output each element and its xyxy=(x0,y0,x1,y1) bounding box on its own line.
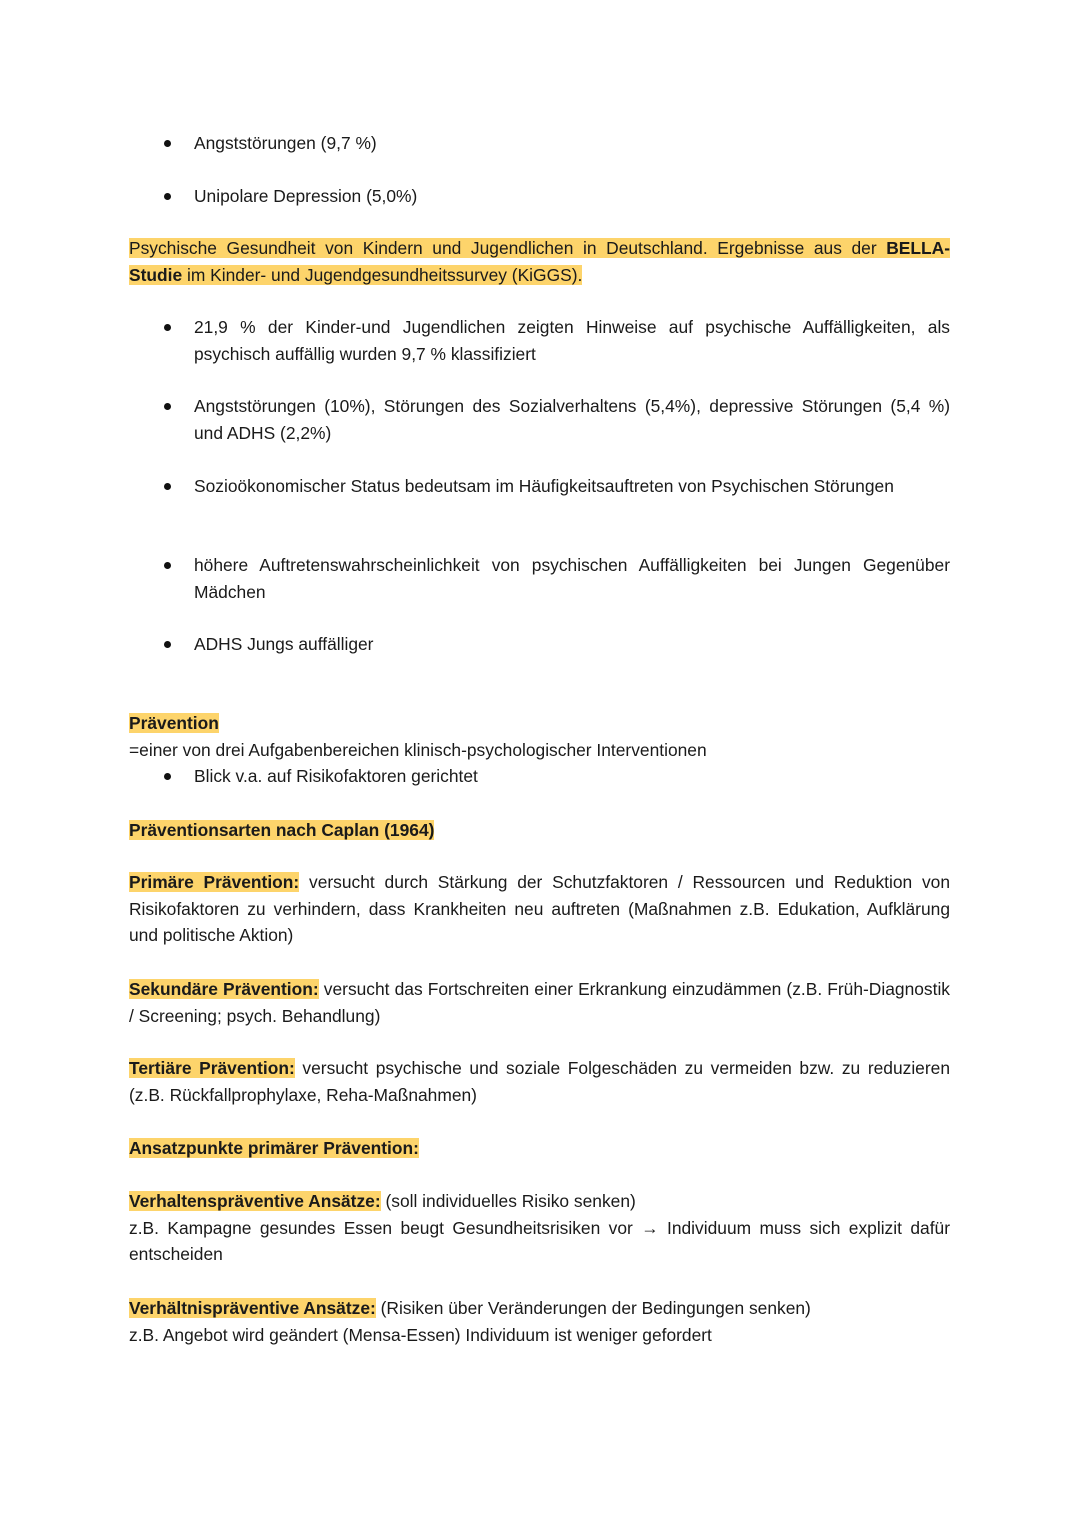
list-item: 21,9 % der Kinder-und Jugendlichen zeigten Hinweise auf psychische Auffälligkeiten, als psychisch auffällig wurden 9,7 % klassifiziert xyxy=(194,314,950,367)
heading-text: Präventionsarten nach Caplan (1964) xyxy=(129,820,435,840)
list-item: Angststörungen (10%), Störungen des Sozialverhaltens (5,4%), depressive Störungen (5,4 %) und ADHS (2,2%) xyxy=(194,393,950,446)
primary-prevention xyxy=(129,869,950,949)
list-item: Unipolare Depression (5,0%) xyxy=(194,183,950,210)
text: versucht durch Stärkung der Schutzfaktoren / Ressourcen und Reduktion von Risikofaktoren zu verhindern, dass Krankheiten neu auftreten (Maßnahmen z.B. Edukation, Aufklärung und politische Aktion) xyxy=(129,872,950,946)
section-praevention xyxy=(129,710,950,763)
list-item: Blick v.a. auf Risikofaktoren gerichtet xyxy=(194,763,950,790)
text: versucht psychische und soziale Folgeschäden zu vermeiden bzw. zu reduzieren (z.B. Rückfallprophylaxe, Reha-Maßnahmen) xyxy=(129,1058,950,1105)
label: Sekundäre Prävention: xyxy=(129,979,319,999)
heading-text: Ansatzpunkte primärer Prävention: xyxy=(129,1138,419,1158)
title-bold: BELLA-Studie xyxy=(129,238,950,285)
text: z.B. Kampagne gesundes Essen beugt Gesundheitsrisiken vor → Individuum muss sich explizit dafür entscheiden xyxy=(129,1217,950,1265)
list-item: höhere Auftretenswahrscheinlichkeit von psychischen Auffälligkeiten bei Jungen Gegenüber Mädchen xyxy=(194,552,950,605)
bella-title xyxy=(129,235,950,288)
label: Tertiäre Prävention: xyxy=(129,1058,295,1078)
note: (Risiken über Veränderungen der Bedingungen senken) xyxy=(375,1298,811,1318)
label: Verhaltenspräventive Ansätze: xyxy=(129,1191,381,1211)
verhalten-block xyxy=(129,1188,950,1268)
list-item: Sozioökonomischer Status bedeutsam im Häufigkeitsauftreten von Psychischen Störungen xyxy=(194,473,950,500)
tertiary-prevention xyxy=(129,1055,950,1108)
verhaeltnis-block xyxy=(129,1295,950,1348)
label: Primäre Prävention: xyxy=(129,872,300,892)
list-item: ADHS Jungs auffälliger xyxy=(194,631,950,658)
title-part: Psychische Gesundheit von Kindern und Jugendlichen in Deutschland. Ergebnisse aus der xyxy=(129,238,887,258)
heading-ansatz xyxy=(129,1135,950,1162)
secondary-prevention xyxy=(129,976,950,1029)
heading-caplan xyxy=(129,817,950,844)
heading-praevention: Prävention xyxy=(129,713,219,733)
label: Verhältnispräventive Ansätze: xyxy=(129,1298,376,1318)
list-item: Angststörungen (9,7 %) xyxy=(194,130,950,157)
text: versucht das Fortschreiten einer Erkrankung einzudämmen (z.B. Früh-Diagnostik / Screening; psych. Behandlung) xyxy=(129,979,951,1026)
note: (soll individuelles Risiko senken) xyxy=(380,1191,636,1211)
title-text xyxy=(129,238,950,285)
definition: =einer von drei Aufgabenbereichen klinisch-psychologischer Interventionen xyxy=(129,739,707,760)
title-part: im Kinder- und Jugendgesundheitssurvey (KiGGS). xyxy=(182,264,583,285)
text: z.B. Angebot wird geändert (Mensa-Essen) Individuum ist weniger gefordert xyxy=(129,1324,712,1345)
